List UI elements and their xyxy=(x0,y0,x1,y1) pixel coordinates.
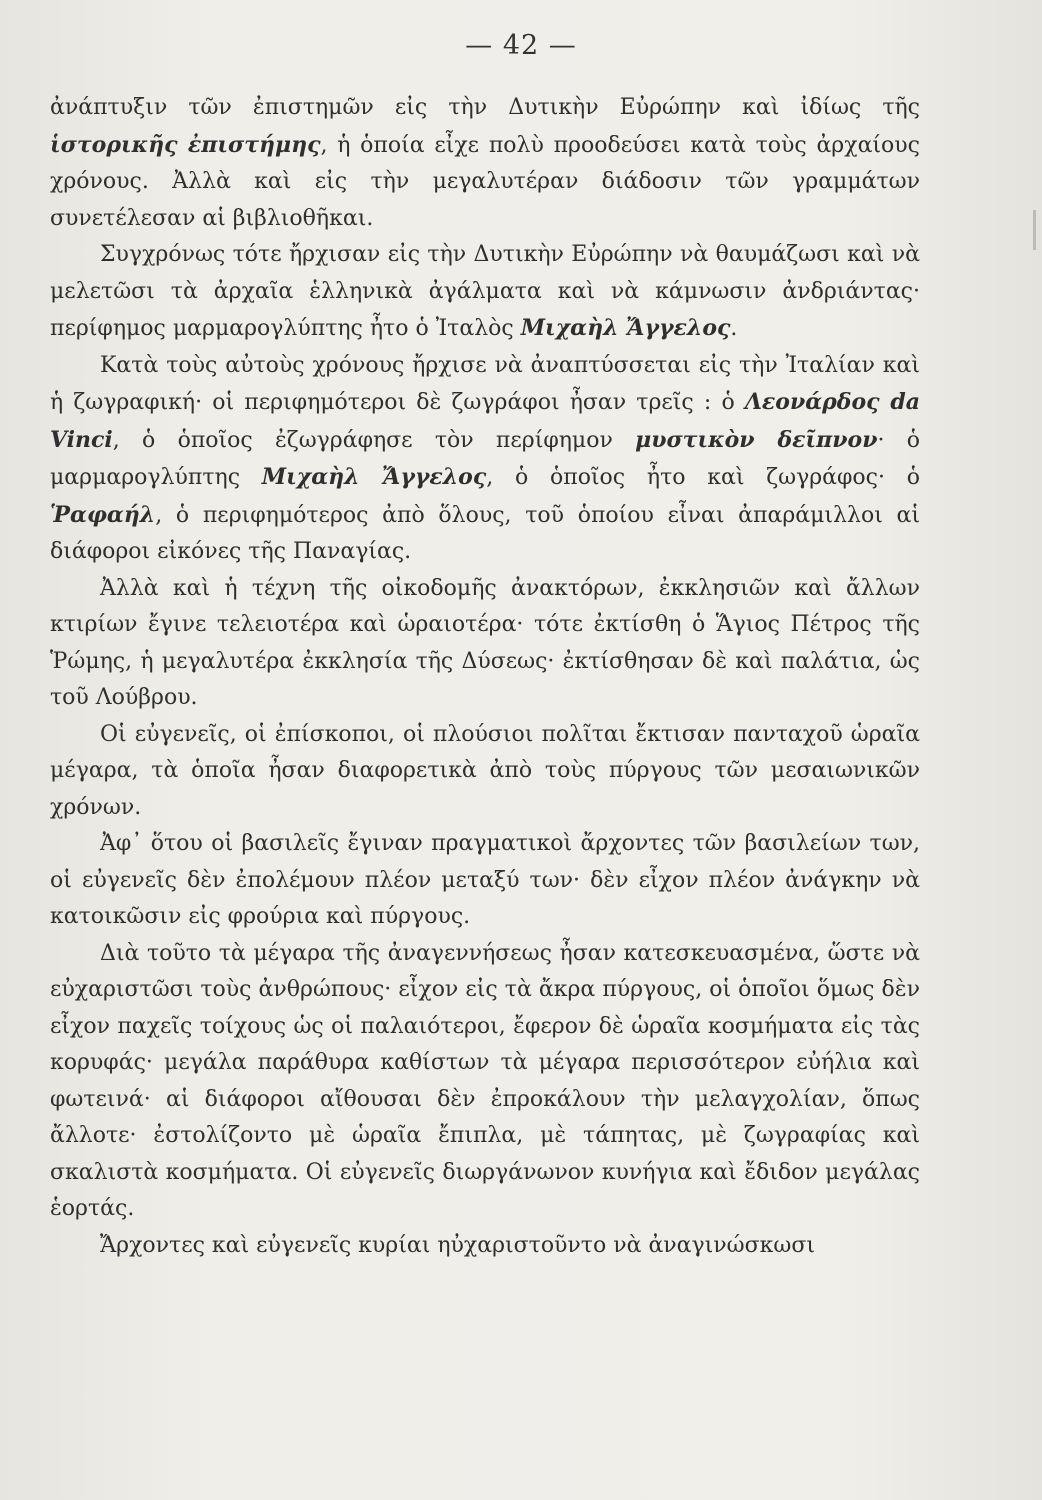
scan-edge-mark xyxy=(1033,210,1036,250)
text-run: , ὁ περιφημότερος ἀπὸ ὅλους, τοῦ ὁποίου εἶναι ἀπαράμιλλοι αἱ διάφοροι εἰκόνες τῆς Παναγίας. xyxy=(50,502,920,564)
text-run: · ὁ μαρμαρογλύπτης xyxy=(50,427,921,490)
text-run: Διὰ τοῦτο τὰ μέγαρα τῆς ἀναγεννήσεως ἦσαν κατεσκευασμένα, ὥστε νὰ εὐχαριστῶσι τοὺς ἀνθρώπους· εἶχον εἰς τὰ ἄκρα πύργους, οἱ ὁποῖοι ὅμως δὲν εἶχον παχεῖς τοίχους ὡς οἱ παλαιότεροι, ἔφερον δὲ ὡραῖα κοσμήματα εἰς τὰς κορυφάς· μεγάλα παράθυρα καθίστων τὰ μέγαρα περισσότερον εὐήλια καὶ φωτεινά· αἱ διάφοροι αἴθουσαι δὲν ἐπροκάλουν τὴν μελαγχολίαν, ὅπως ἄλλοτε· ἐστολίζοντο μὲ ὡραῖα ἔπιπλα, μὲ τάπητας, μὲ ζωγραφίας καὶ σκαλιστὰ κοσμήματα. Οἱ εὐγενεῖς διωργάνωνον κυνήγια καὶ ἔδιδον μεγάλας ἑορτάς. xyxy=(50,940,920,1221)
paragraph xyxy=(50,571,920,717)
text-run: , ὁ ὁποῖος ἦτο καὶ ζωγράφος· ὁ xyxy=(486,465,920,490)
text-run: Κατὰ τοὺς αὐτοὺς χρόνους ἤρχισε νὰ ἀναπτύσσεται εἰς τὴν Ἰταλίαν καὶ ἡ ζωγραφική· οἱ περιφημότεροι δὲ ζωγράφοι ἦσαν τρεῖς : ὁ xyxy=(50,352,920,415)
emphasized-term: Μιχαὴλ Ἄγγελος xyxy=(520,315,731,341)
text-run: . xyxy=(730,316,738,341)
paragraph xyxy=(50,237,920,348)
paragraph xyxy=(50,348,920,571)
paragraph xyxy=(50,826,920,936)
text-run: Οἱ εὐγενεῖς, οἱ ἐπίσκοποι, οἱ πλούσιοι πολῖται ἔκτισαν πανταχοῦ ὡραῖα μέγαρα, τὰ ὁποῖα ἦσαν διαφορετικὰ ἀπὸ τοὺς πύργους τῶν μεσαιωνικῶν χρόνων. xyxy=(50,721,920,820)
page-number: — 42 — xyxy=(465,30,577,61)
emphasized-term: Λεονάρδος da Vinci xyxy=(50,389,920,453)
paragraph xyxy=(50,717,920,827)
paragraph xyxy=(50,1228,920,1265)
text-run: , ὁ ὁποῖος ἐζωγράφησε τὸν περίφημον xyxy=(112,427,636,453)
paragraph xyxy=(50,90,920,237)
emphasized-term: μυστικὸν δεῖπνον xyxy=(635,426,878,453)
body-text xyxy=(50,90,920,1264)
text-run: , ἡ ὁποία εἶχε πολὺ προοδεύσει κατὰ τοὺς ἀρχαίους χρόνους. Ἀλλὰ καὶ εἰς τὴν μεγαλυτέραν διάδοσιν τῶν γραμμάτων συνετέλεσαν αἱ βιβλιοθῆκαι. xyxy=(50,132,920,231)
text-run: Ἄρχοντες καὶ εὐγενεῖς κυρίαι ηὐχαριστοῦντο νὰ ἀναγινώσκωσι xyxy=(100,1232,815,1258)
emphasized-term: ἱστορικῆς ἐπιστήμης xyxy=(50,131,321,158)
emphasized-term: Ῥαφαήλ xyxy=(50,501,156,528)
text-run: ἀνάπτυξιν τῶν ἐπιστημῶν εἰς τὴν Δυτικὴν Εὐρώπην καὶ ἰδίως τῆς xyxy=(50,95,920,120)
text-run: Συγχρόνως τότε ἤρχισαν εἰς τὴν Δυτικὴν Εὐρώπην νὰ θαυμάζωσι καὶ νὰ μελετῶσι τὰ ἀρχαῖα ἑλληνικὰ ἀγάλματα καὶ νὰ κάμνωσιν ἀνδριάντας· περίφημος μαρμαρογλύπτης ἦτο ὁ Ἰταλὸς xyxy=(50,242,920,341)
emphasized-term: Μιχαὴλ Ἄγγελος xyxy=(261,464,487,490)
paragraph xyxy=(50,936,920,1228)
text-run: Ἀφ᾽ ὅτου οἱ βασιλεῖς ἔγιναν πραγματικοὶ ἄρχοντες τῶν βασιλείων των, οἱ εὐγενεῖς δὲν ἐπολέμουν πλέον μεταξύ των· δὲν εἶχον πλέον ἀνάγκην νὰ κατοικῶσιν εἰς φρούρια καὶ πύργους. xyxy=(50,831,920,929)
text-run: Ἀλλὰ καὶ ἡ τέχνη τῆς οἰκοδομῆς ἀνακτόρων, ἐκκλησιῶν καὶ ἄλλων κτιρίων ἔγινε τελειοτέρα καὶ ὡραιοτέρα· τότε ἐκτίσθη ὁ Ἅγιος Πέτρος τῆς Ῥώμης, ἡ μεγαλυτέρα ἐκκλησία τῆς Δύσεως· ἐκτίσθησαν δὲ καὶ παλάτια, ὡς τοῦ Λούβρου. xyxy=(50,575,920,710)
